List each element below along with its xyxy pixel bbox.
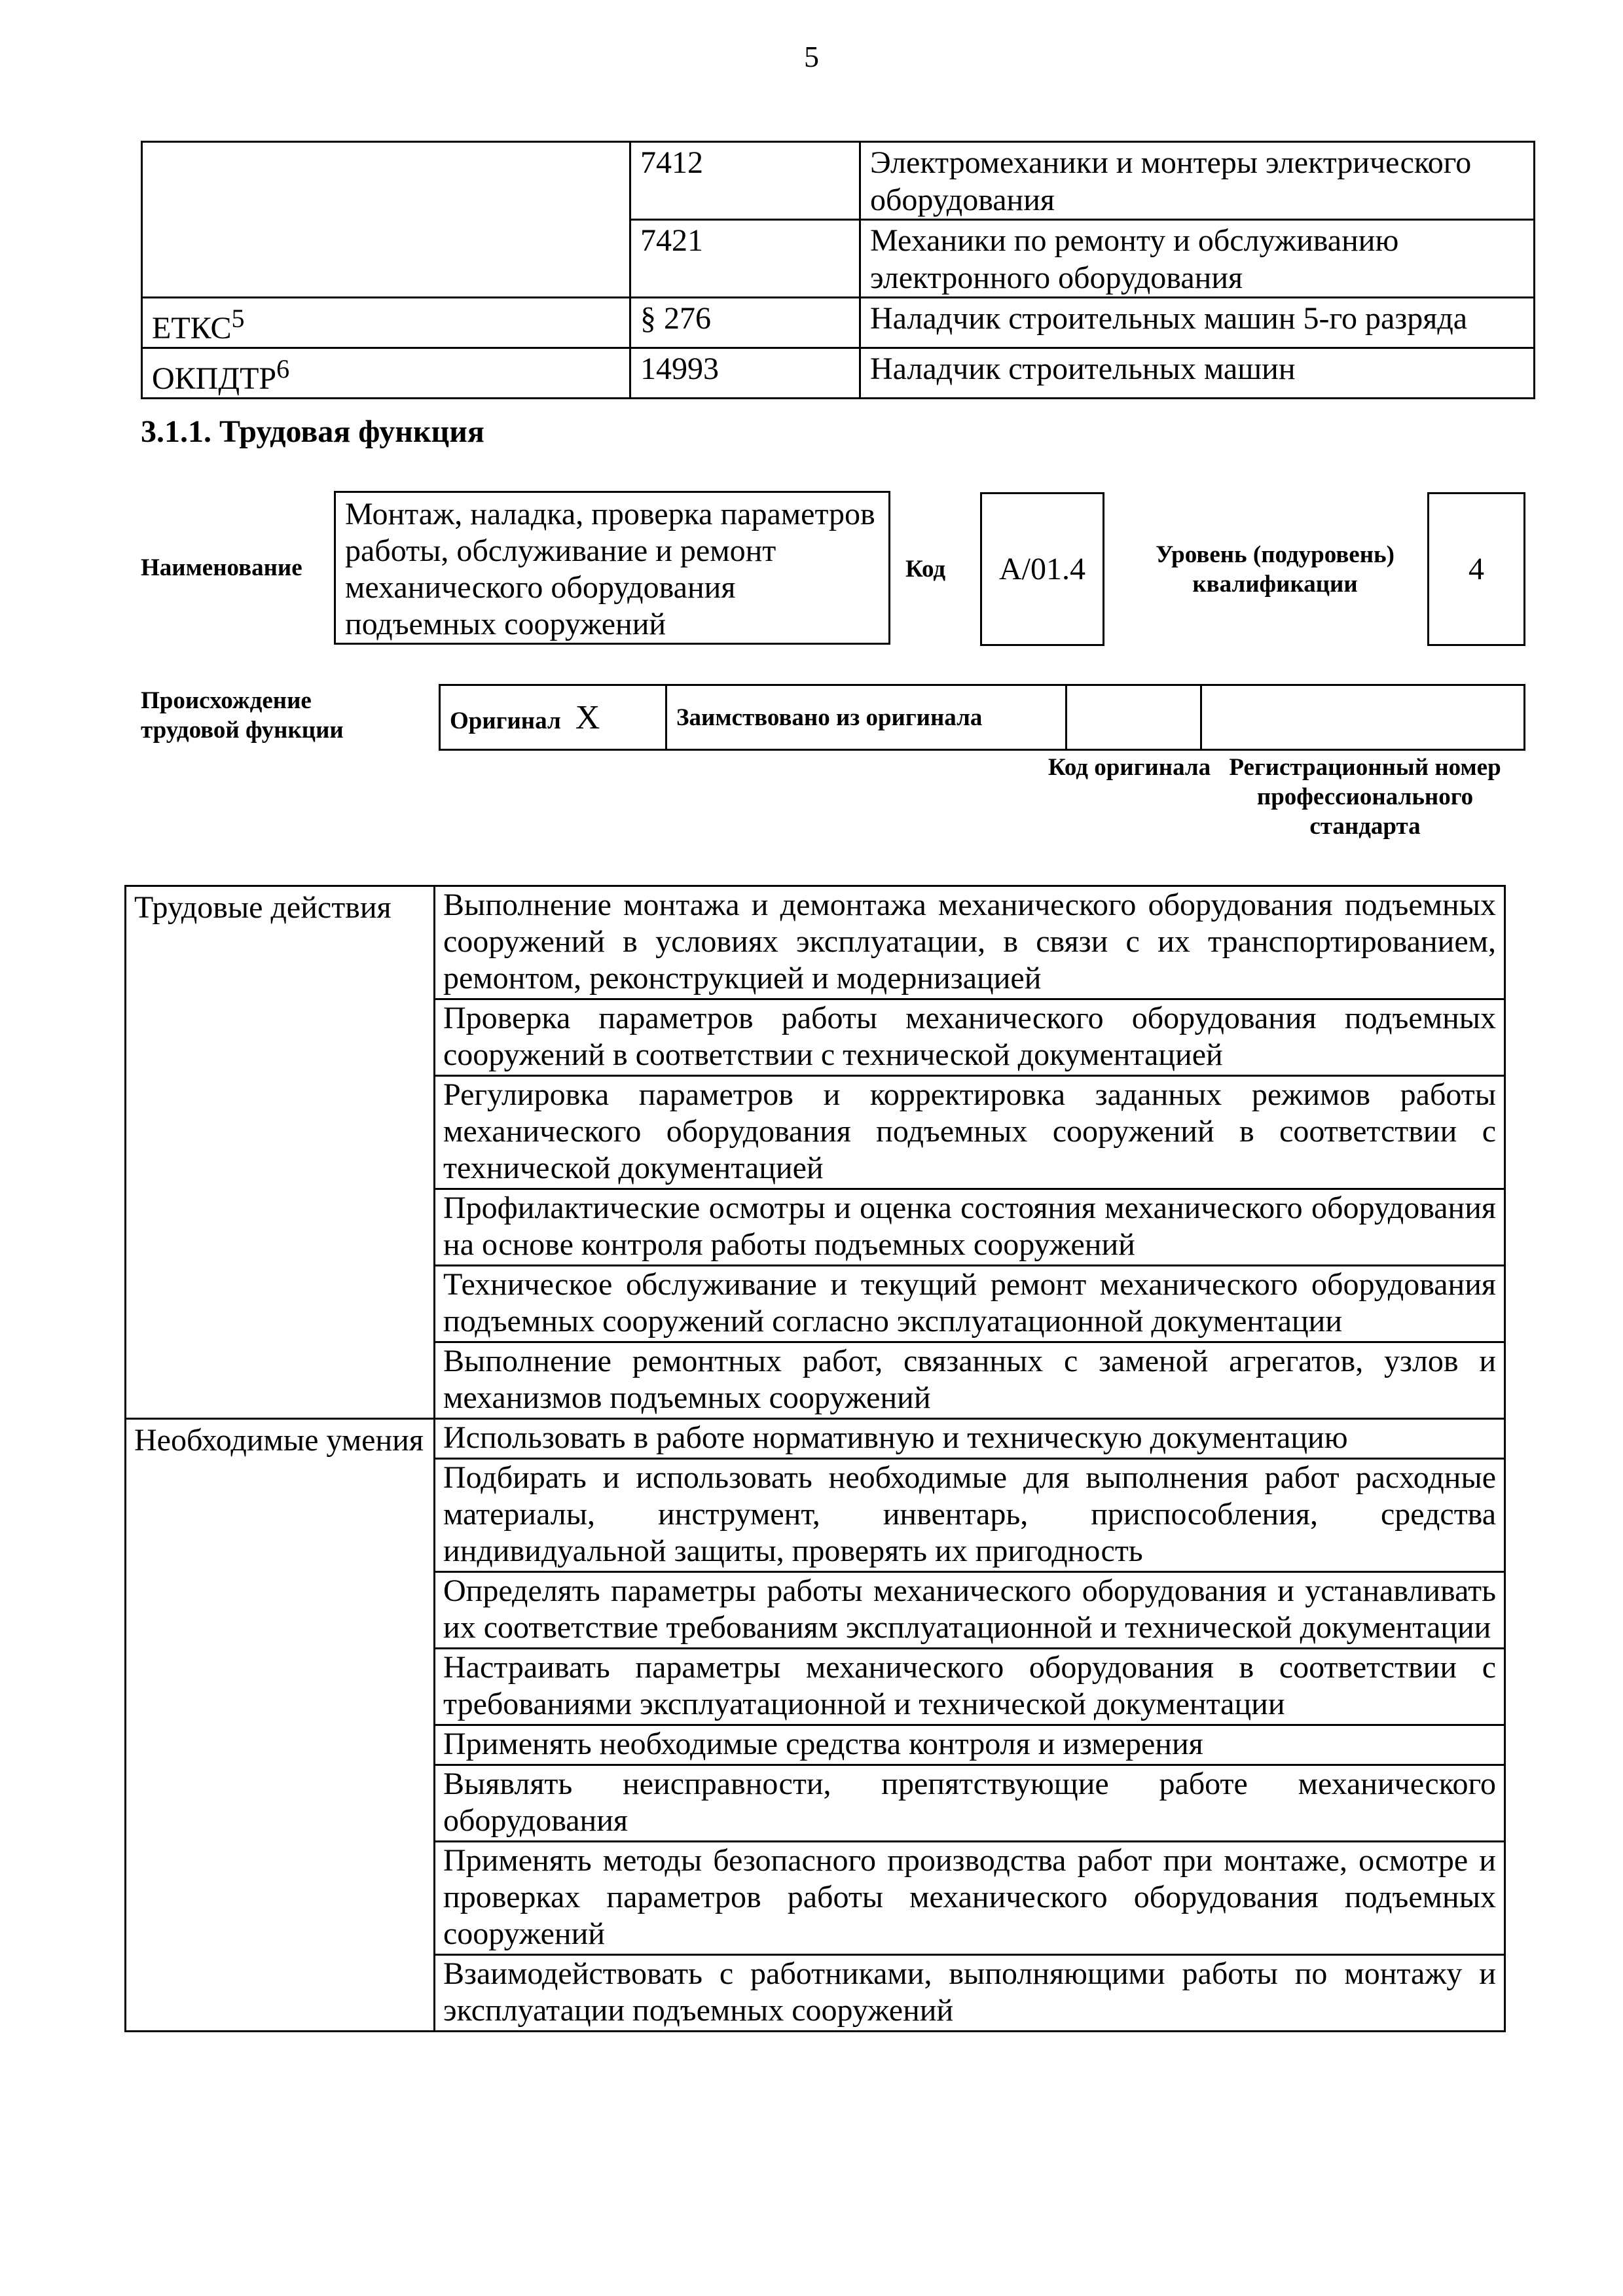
labor-action-item: Регулировка параметров и корректировка заданных режимов работы механического оборудования подъемных сооружений в соответствии с технической документацией bbox=[435, 1076, 1505, 1189]
classification-table bbox=[141, 141, 1535, 399]
skill-item: Применять необходимые средства контроля и измерения bbox=[435, 1725, 1505, 1765]
skill-item: Настраивать параметры механического оборудования в соответствии с требованиями эксплуатационной и технической документации bbox=[435, 1649, 1505, 1725]
classification-system bbox=[142, 348, 630, 399]
footnote-ref: 6 bbox=[276, 354, 290, 384]
labor-action-item: Профилактические осмотры и оценка состояния механического оборудования на основе контроля работы подъемных сооружений bbox=[435, 1189, 1505, 1266]
function-name: Монтаж, наладка, проверка параметров работы, обслуживание и ремонт механического оборудования подъемных сооружений bbox=[334, 491, 890, 645]
borrowed-label: Заимствовано из оригинала bbox=[676, 704, 983, 731]
name-label: Наименование bbox=[141, 554, 302, 581]
origin-table bbox=[439, 684, 1525, 751]
classification-code: 7412 bbox=[630, 142, 860, 220]
section-heading: 3.1.1. Трудовая функция bbox=[141, 414, 484, 449]
page-number: 5 bbox=[804, 40, 819, 73]
classification-title: Наладчик строительных машин 5-го разряда bbox=[860, 298, 1535, 348]
skill-item: Определять параметры работы механического оборудования и устанавливать их соответствие требованиям эксплуатационной и технической документации bbox=[435, 1572, 1505, 1649]
table-row bbox=[126, 1419, 1505, 1459]
skill-item: Взаимодействовать с работниками, выполняющими работы по монтажу и эксплуатации подъемных сооружений bbox=[435, 1955, 1505, 2032]
labor-action-item: Техническое обслуживание и текущий ремонт механического оборудования подъемных сооружений согласно эксплуатационной документации bbox=[435, 1266, 1505, 1342]
system-name: ОКПДТР bbox=[152, 361, 277, 396]
classification-title: Механики по ремонту и обслуживанию электронного оборудования bbox=[860, 220, 1535, 298]
classification-system bbox=[142, 298, 630, 348]
original-code-caption: Код оригинала bbox=[1048, 754, 1211, 781]
skill-item: Применять методы безопасного производства работ при монтаже, осмотре и проверках параметров работы механического оборудования подъемных сооружений bbox=[435, 1842, 1505, 1955]
footnote-ref: 5 bbox=[231, 304, 245, 333]
system-name: ЕТКС bbox=[152, 311, 232, 346]
level-label: Уровень (подуровень) квалификации bbox=[1156, 541, 1395, 598]
required-skills-label: Необходимые умения bbox=[126, 1419, 435, 2032]
origin-code-cell bbox=[1067, 685, 1201, 750]
labor-action-item: Выполнение ремонтных работ, связанных с заменой агрегатов, узлов и механизмов подъемных сооружений bbox=[435, 1342, 1505, 1419]
origin-original-cell bbox=[440, 685, 666, 750]
origin-label: Происхождение трудовой функции bbox=[141, 687, 344, 744]
function-details-table bbox=[124, 885, 1506, 2032]
skill-item: Использовать в работе нормативную и техническую документацию bbox=[435, 1419, 1505, 1459]
function-code: A/01.4 bbox=[980, 492, 1104, 646]
function-level: 4 bbox=[1427, 492, 1525, 646]
classification-code: 7421 bbox=[630, 220, 860, 298]
origin-row bbox=[440, 685, 1525, 750]
skill-item: Подбирать и использовать необходимые для выполнения работ расходные материалы, инструмент, инвентарь, приспособления, средства индивидуальной защиты, проверять их пригодность bbox=[435, 1459, 1505, 1572]
origin-borrowed-cell bbox=[666, 685, 1067, 750]
classification-row bbox=[142, 142, 1535, 220]
original-mark: X bbox=[575, 698, 600, 736]
classification-row bbox=[142, 298, 1535, 348]
classification-title: Наладчик строительных машин bbox=[860, 348, 1535, 399]
code-label: Код bbox=[905, 556, 946, 583]
labor-action-item: Выполнение монтажа и демонтажа механического оборудования подъемных сооружений в условиях эксплуатации, в связи с их транспортированием, ремонтом, реконструкцией и модернизацией bbox=[435, 886, 1505, 999]
labor-actions-label: Трудовые действия bbox=[126, 886, 435, 1419]
original-label: Оригинал bbox=[450, 707, 561, 734]
skill-item: Выявлять неисправности, препятствующие работе механического оборудования bbox=[435, 1765, 1505, 1842]
classification-row bbox=[142, 348, 1535, 399]
classification-code: § 276 bbox=[630, 298, 860, 348]
labor-action-item: Проверка параметров работы механического оборудования подъемных сооружений в соответствии с технической документацией bbox=[435, 999, 1505, 1076]
reg-number-caption: Регистрационный номер профессионального стандарта bbox=[1229, 754, 1501, 840]
origin-reg-number-cell bbox=[1201, 685, 1525, 750]
classification-title: Электромеханики и монтеры электрического оборудования bbox=[860, 142, 1535, 220]
classification-system bbox=[142, 142, 630, 298]
classification-code: 14993 bbox=[630, 348, 860, 399]
table-row bbox=[126, 886, 1505, 999]
